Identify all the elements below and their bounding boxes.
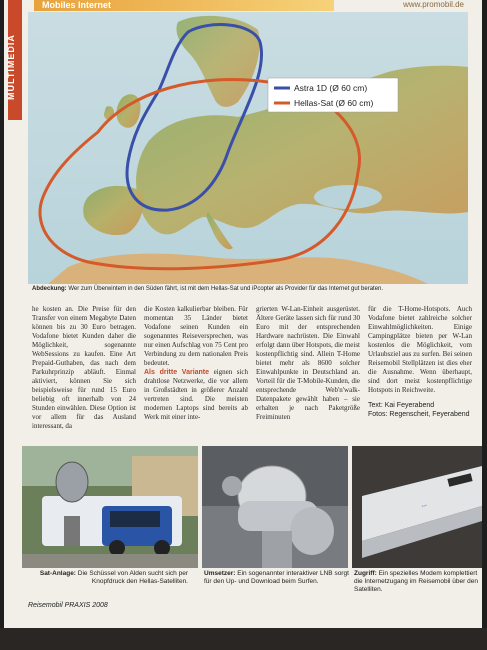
article-column-1: [32, 305, 136, 431]
page-footer: Reisemobil PRAXIS 2008: [28, 602, 108, 609]
header-title: Mobiles Internet: [42, 0, 112, 10]
magazine-page: [4, 0, 482, 628]
header-url: www.promobil.de: [403, 0, 464, 9]
article-column-3: [256, 305, 360, 422]
photo-caption-1-text: Die Schüssel von Alden sucht sich per Knopfdruck den Hellas-Satelliten.: [77, 570, 188, 585]
column-2-text-continued: eignen sich drahtlose Netzwerke, die vor allem in Großstädten in größerer Anzahl vertreten sind. Die meisten modernen Laptops sind bereits ab Werk mit einer inte-: [144, 368, 249, 421]
credit-text: Text: Kai Feyerabend: [368, 402, 435, 409]
map-caption: [32, 285, 462, 293]
column-2-subhead: Als dritte Variante: [144, 369, 210, 376]
article-column-4: [368, 305, 472, 419]
page-header: [34, 0, 464, 12]
coverage-map: [28, 12, 468, 284]
photo-caption-2-text: Ein sogenannter interaktiver LNB sorgt für den Up- und Download beim Surfen.: [204, 570, 349, 585]
legend-label-astra: Astra 1D (Ø 60 cm): [294, 83, 368, 93]
credit-photos: Fotos: Regenscheit, Feyerabend: [368, 411, 470, 418]
caption-text: Wer zum Überwintern in den Süden fährt, ist mit dem Hellas-Sat und iPcopter als Provider für das Internet gut beraten.: [68, 286, 384, 292]
photo-caption-1-lead: Sat-Anlage:: [39, 570, 76, 577]
photo-caption-2-lead: Umsetzer:: [204, 570, 236, 577]
caption-lead: Abdeckung:: [32, 286, 67, 292]
section-sidebar: [4, 0, 22, 628]
photo-caption-1: [38, 570, 188, 586]
column-2-text: die Kosten kalkulierbar bleiben. Für momentan 35 Länder bietet Vodafone seinen Kunden ein sogenanntes Reiseversprechen, was nur einen Aufschlag von 75 Cent pro Verbindung zu dem nationalen Preis bedeutet.: [144, 305, 248, 367]
photo-caption-2: [204, 570, 350, 586]
article-body: [32, 305, 470, 445]
photo-caption-3-lead: Zugriff:: [354, 570, 377, 577]
photo-caption-3-text: Ein spezielles Modem komplettiert die Internetzugang im Reisemobil über den Satelliten.: [354, 570, 478, 593]
table-background: [0, 628, 487, 650]
column-1-text: he kosten an. Die Preise für den Transfer von einem Megabyte Daten können bis zu 30 Euro betragen. Vodafone bietet Kunden daher die Möglichkeit, sogenannte WebSessions zu kaufen. Eine Art Prepaid-Guthaben, das nach dem Parkuhrprinzip abläuft. Einmal aktiviert, können Sie sich beispielsweise für rund 15 Euro beliebig oft innerhalb von 24 Stunden einwählen. Diese Option ist vor allem für das Ausland interessant, da: [32, 305, 136, 430]
photo-zugriff: [352, 446, 482, 568]
photo-caption-3: [354, 570, 482, 594]
article-column-2: [144, 305, 248, 422]
photo-umsetzer: [202, 446, 348, 568]
svg-text:◦◦◦: ◦◦◦: [421, 502, 428, 510]
section-label: MULTIMEDIA: [6, 34, 16, 100]
header-tab: [34, 0, 334, 11]
column-4-text: für die T-Home-Hotspots. Auch Vodafone bietet zahlreiche solcher Einwahlmöglichkeiten. Einige Campingplätze bieten per W-Lan kostenlos die Möglichkeit, vom Urlaubsziel aus zu surfen. Bei seinen Reisemobil Stellplätzen ist dies eher die Ausnahme. Wenn überhaupt, sind dort meist kostenpflichtige Hotspots in Reichweite.: [368, 305, 472, 394]
legend-label-hellas: Hellas-Sat (Ø 60 cm): [294, 98, 374, 108]
article-credits: [368, 401, 472, 419]
column-3-text: grierten W-Lan-Einheit ausgerüstet. Ältere Geräte lassen sich für rund 30 Euro mit der entsprechenden Hardware nachrüsten. Die Einwahl erfolgt dann über Hotspots, die meist kostenpflichtig sind. Allein T-Home bietet mehr als 8600 solcher Einwahlpunkte in Deutschland an. Vorteil für die T-Mobile-Kunden, die entsprechende Web'n'walk-Datenpakete gewählt haben – sie erhalten je nach Paketgröße Freiminuten: [256, 305, 360, 421]
photo-sat-anlage: [22, 446, 198, 568]
